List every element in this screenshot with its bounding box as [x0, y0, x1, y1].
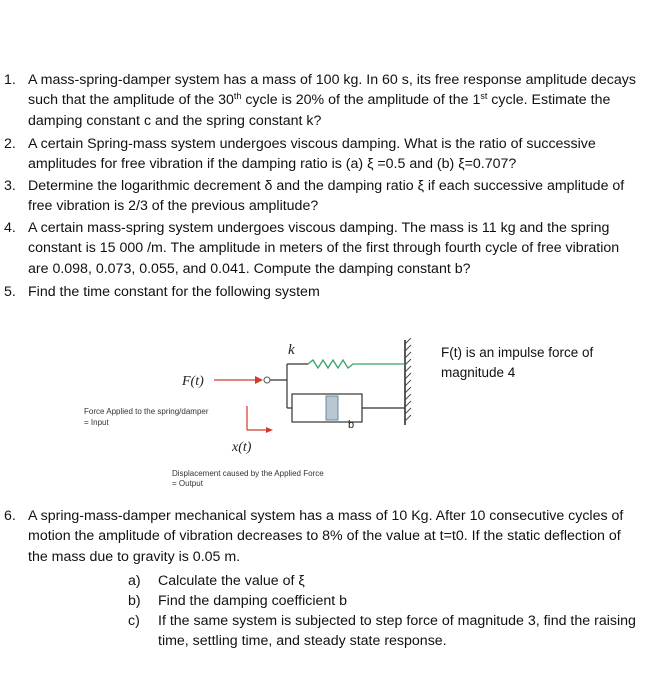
- question-text: A certain mass-spring system undergoes viscous damping. The mass is 11 kg and the spring constant is 15 000 /m. The amplitude in meters of the first through fourth cycle of free vibration are 0.098, 0.073, 0.055, and 0.041. Compute the damping constant b?: [28, 220, 620, 277]
- question-number: 2.: [4, 136, 16, 152]
- force-label: F(t): [182, 374, 204, 389]
- input-node: [264, 377, 270, 383]
- force-arrowhead: [255, 376, 263, 384]
- subpart-label: b): [128, 593, 141, 609]
- displacement-label: x(t): [232, 440, 252, 455]
- force-caption-line-1: Force Applied to the spring/damper: [84, 407, 209, 416]
- question-number: 6.: [4, 508, 16, 524]
- subpart-text: Calculate the value of ξ: [158, 573, 305, 589]
- displacement-arrowhead: [266, 427, 273, 433]
- wall: [405, 338, 411, 425]
- spring-label: k: [288, 342, 295, 358]
- question-text: A certain Spring-mass system undergoes viscous damping. What is the ratio of successive amplitudes for free vibration if the damping ratio is (a) ξ =0.5 and (b) ξ=0.707?: [28, 136, 596, 173]
- question-number: 4.: [4, 220, 16, 236]
- subpart-text: If the same system is subjected to step force of magnitude 3, find the raising time, settling time, and steady state response.: [158, 613, 636, 650]
- subpart-label: c): [128, 613, 140, 629]
- displacement-caption-line-2: = Output: [172, 479, 203, 488]
- impulse-note: F(t) is an impulse force of magnitude 4: [441, 345, 594, 380]
- question-text: Determine the logarithmic decrement δ and the damping ratio ξ if each successive amplitude of free vibration is 2/3 of the previous amplitude?: [28, 178, 625, 215]
- force-caption-line-2: = Input: [84, 418, 109, 427]
- subpart-text: Find the damping coefficient b: [158, 593, 348, 609]
- damper-label: b: [348, 419, 355, 431]
- question-text: A spring-mass-damper mechanical system has a mass of 10 Kg. After 10 consecutive cycles of motion the amplitude of vibration decreases to 8% of the value at t=t0. If the static deflection of the mass due to gravity is 0.05 m.: [28, 508, 624, 565]
- question-number: 5.: [4, 284, 16, 300]
- subpart-label: a): [128, 573, 141, 589]
- question-number: 1.: [4, 72, 16, 88]
- question-text: A mass-spring-damper system has a mass of 100 kg. In 60 s, its free response amplitude decays such that the amplitude of the 30th cycle is 20% of the amplitude of the 1st cycle. Estimate the damping constant c and the spring constant k?: [28, 72, 636, 129]
- damper: [292, 394, 405, 422]
- question-number: 3.: [4, 178, 16, 194]
- mass-spring-damper-diagram: [80, 330, 440, 495]
- spring: [308, 360, 405, 368]
- question-text: Find the time constant for the following system: [28, 284, 320, 300]
- displacement-caption-line-1: Displacement caused by the Applied Force: [172, 469, 324, 478]
